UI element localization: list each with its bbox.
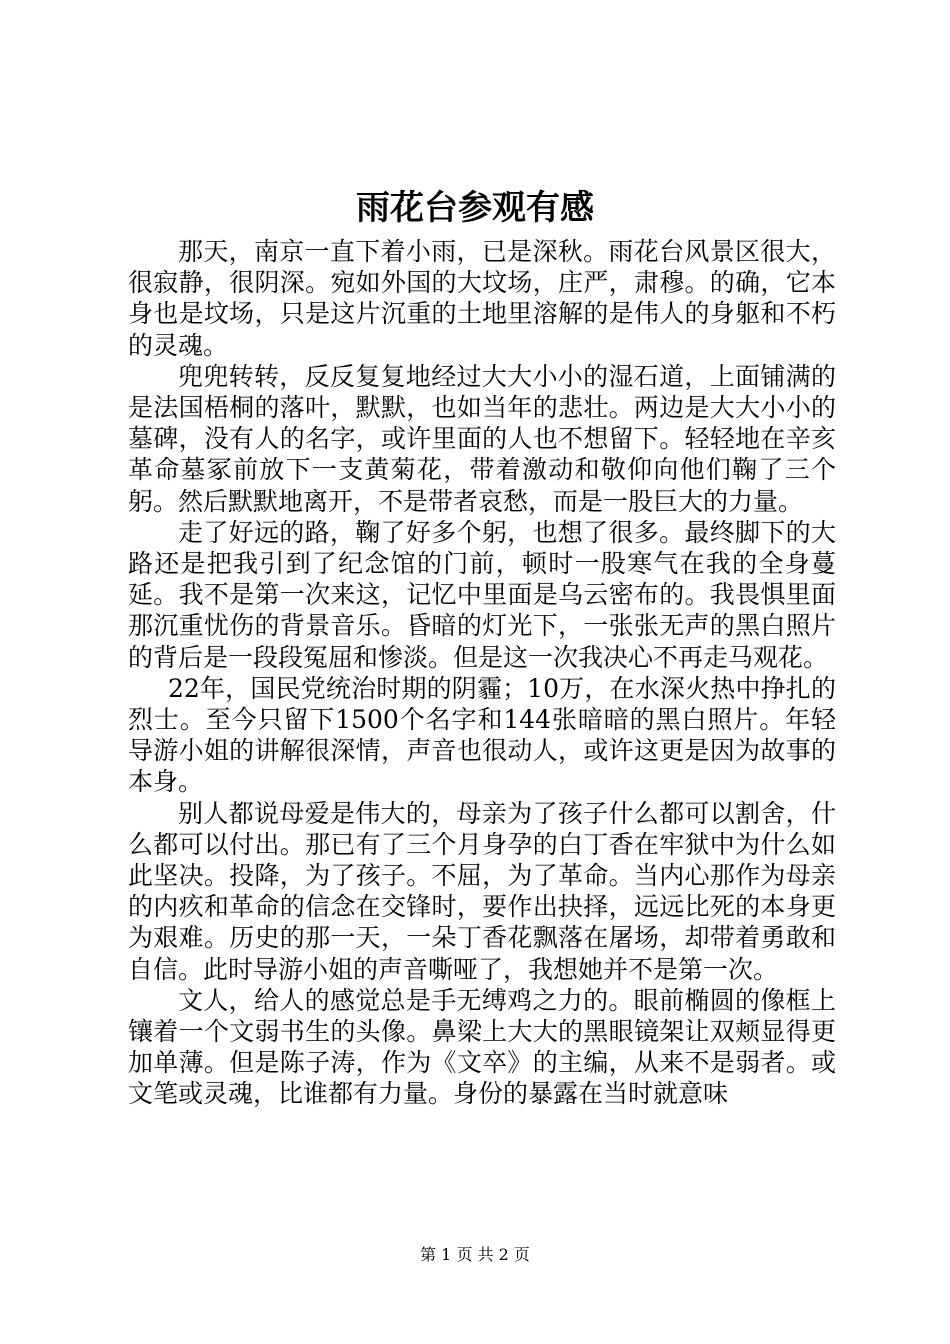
document-body xyxy=(128,236,836,1110)
paragraph-6: 文人，给人的感觉总是手无缚鸡之力的。眼前椭圆的像框上镶着一个文弱书生的头像。鼻梁上大大的黑眼镜架让双颊显得更加单薄。但是陈子涛，作为《文卒》的主编，从来不是弱者。或文笔或灵魂，比谁都有力量。身份的暴露在当时就意味 xyxy=(128,985,836,1109)
paragraph-5: 别人都说母爱是伟大的，母亲为了孩子什么都可以割舍，什么都可以付出。那已有了三个月身孕的白丁香在牢狱中为什么如此坚决。投降，为了孩子。不屈，为了革命。当内心那作为母亲的内疚和革命的信念在交锋时，要作出抉择，远远比死的本身更为艰难。历史的那一天，一朵丁香花飘落在屠场，却带着勇敢和自信。此时导游小姐的声音嘶哑了，我想她并不是第一次。 xyxy=(128,798,836,984)
document-title: 雨花台参观有感 xyxy=(356,188,594,228)
paragraph-4: 22年，国民党统治时期的阴霾；10万，在水深火热中挣扎的烈士。至今只留下1500个名字和144张暗暗的黑白照片。年轻导游小姐的讲解很深情，声音也很动人，或许这更是因为故事的本身。 xyxy=(128,673,836,797)
paragraph-3: 走了好远的路，鞠了好多个躬，也想了很多。最终脚下的大路还是把我引到了纪念馆的门前，顿时一股寒气在我的全身蔓延。我不是第一次来这，记忆中里面是乌云密布的。我畏惧里面那沉重忧伤的背景音乐。昏暗的灯光下，一张张无声的黑白照片的背后是一段段冤屈和惨淡。但是这一次我决心不再走马观花。 xyxy=(128,517,836,672)
paragraph-1: 那天，南京一直下着小雨，已是深秋。雨花台风景区很大，很寂静，很阴深。宛如外国的大坟场，庄严，肃穆。的确，它本身也是坟场，只是这片沉重的土地里溶解的是伟人的身躯和不朽的灵魂。 xyxy=(128,237,836,360)
paragraph-2: 兜兜转转，反反复复地经过大大小小的湿石道，上面铺满的是法国梧桐的落叶，默默，也如当年的悲壮。两边是大大小小的墓碑，没有人的名字，或许里面的人也不想留下。轻轻地在辛亥革命墓冢前放下一支黄菊花，带着激动和敬仰向他们鞠了三个躬。然后默默地离开，不是带者哀愁，而是一股巨大的力量。 xyxy=(128,361,836,516)
page-footer: 第 1 页 共 2 页 xyxy=(420,1245,530,1264)
